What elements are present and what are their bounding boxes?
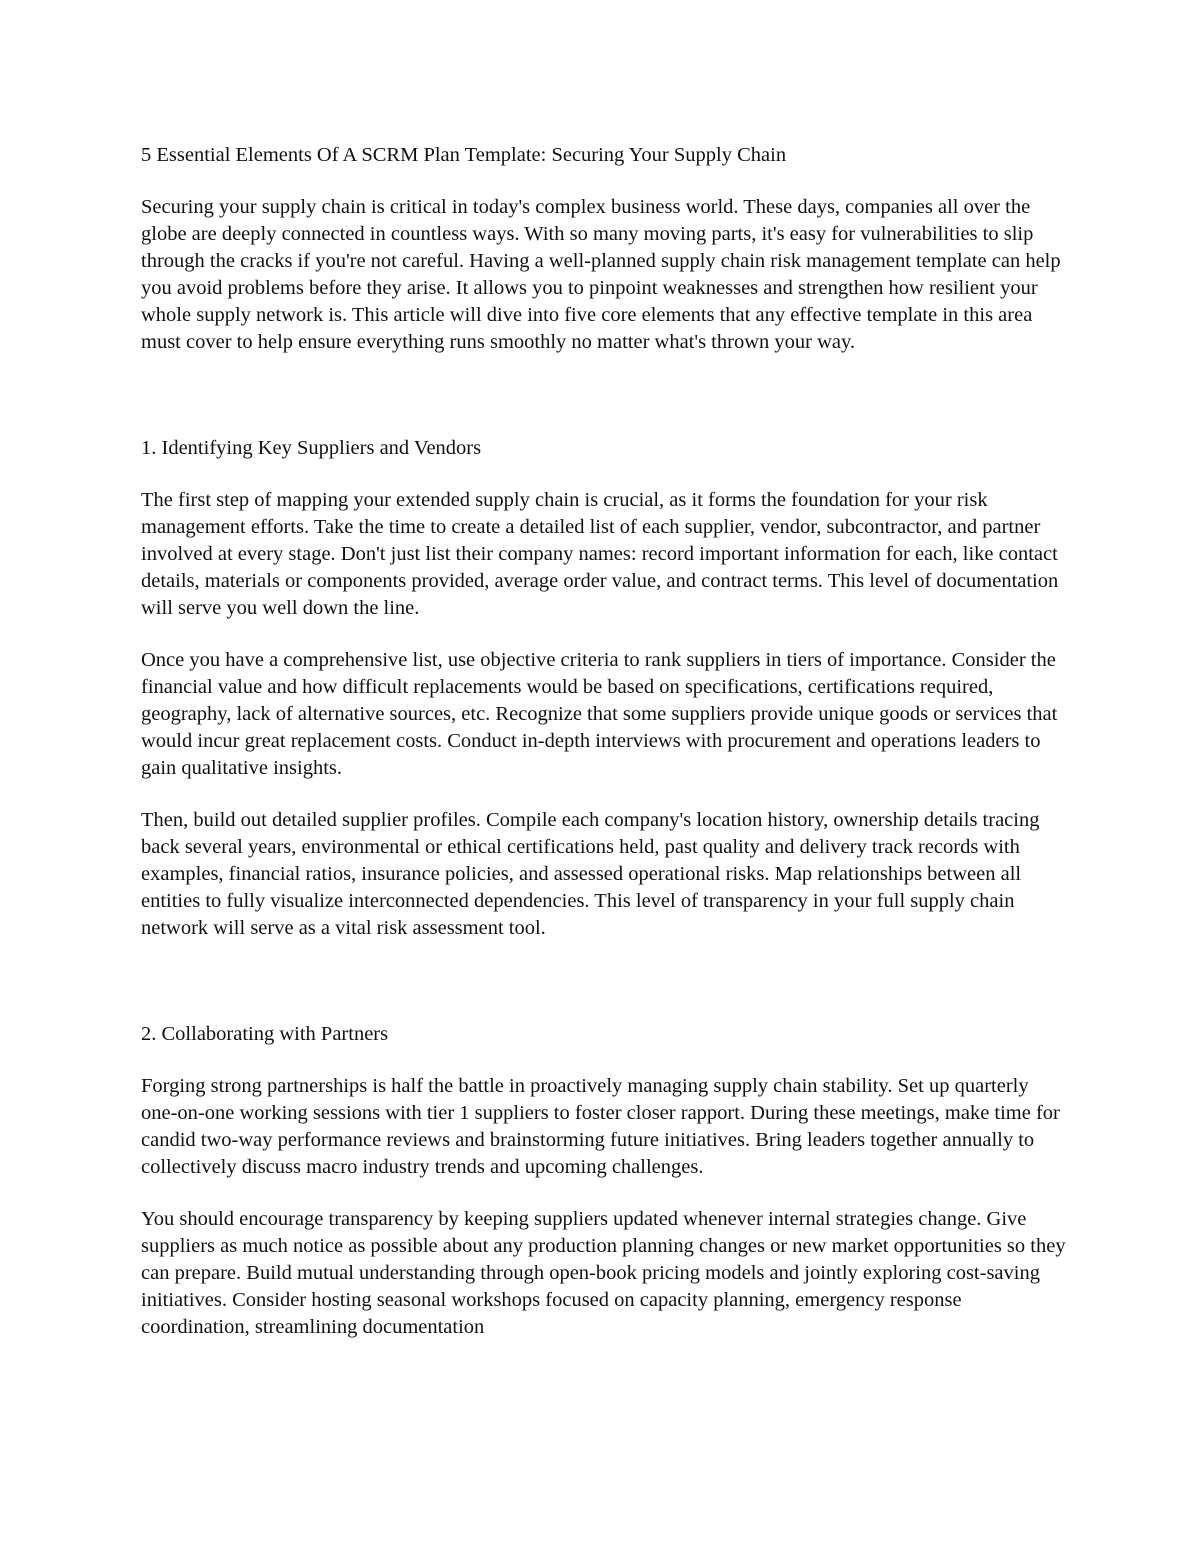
section-1-paragraph-1: The first step of mapping your extended supply chain is crucial, as it forms the foundation for your risk management efforts. Take the time to create a detailed list of each supplier, vendor, subcontractor, and partner involved at every stage. Don't just list their company names: record important information for each, like contact details, materials or components provided, average order value, and contract terms. This level of documentation will serve you well down the line.: [141, 489, 1059, 619]
section-heading-2: 2. Collaborating with Partners: [141, 1023, 389, 1045]
section-1-paragraph-3: Then, build out detailed supplier profiles. Compile each company's location history, ownership details tracing back several years, environmental or ethical certifications held, past quality and delivery track records with examples, financial ratios, insurance policies, and assessed operational risks. Map relationships between all entities to fully visualize interconnected dependencies. This level of transparency in your full supply chain network will serve as a vital risk assessment tool.: [141, 809, 1040, 939]
document-title: 5 Essential Elements Of A SCRM Plan Template: Securing Your Supply Chain: [141, 144, 787, 166]
section-2-paragraph-1: Forging strong partnerships is half the battle in proactively managing supply chain stability. Set up quarterly one-on-one working sessions with tier 1 suppliers to foster closer rapport. During these meetings, make time for candid two-way performance reviews and brainstorming future initiatives. Bring leaders together annually to collectively discuss macro industry trends and upcoming challenges.: [141, 1075, 1060, 1178]
document-body: [141, 142, 1066, 1341]
section-heading-1: 1. Identifying Key Suppliers and Vendors: [141, 437, 482, 459]
section-1-paragraph-2: Once you have a comprehensive list, use objective criteria to rank suppliers in tiers of importance. Consider the financial value and how difficult replacements would be based on specifications, certifications required, geography, lack of alternative sources, etc. Recognize that some suppliers provide unique goods or services that would incur great replacement costs. Conduct in-depth interviews with procurement and operations leaders to gain qualitative insights.: [141, 649, 1058, 779]
section-2-paragraph-2: You should encourage transparency by keeping suppliers updated whenever internal strategies change. Give suppliers as much notice as possible about any production planning changes or new market opportunities so they can prepare. Build mutual understanding through open-book pricing models and jointly exploring cost-saving initiatives. Consider hosting seasonal workshops focused on capacity planning, emergency response coordination, streamlining documentation: [141, 1208, 1066, 1338]
intro-paragraph: Securing your supply chain is critical in today's complex business world. These days, companies all over the globe are deeply connected in countless ways. With so many moving parts, it's easy for vulnerabilities to slip through the cracks if you're not careful. Having a well-planned supply chain risk management template can help you avoid problems before they arise. It allows you to pinpoint weaknesses and strengthen how resilient your whole supply network is. This article will dive into five core elements that any effective template in this area must cover to help ensure everything runs smoothly no matter what's thrown your way.: [141, 196, 1061, 353]
